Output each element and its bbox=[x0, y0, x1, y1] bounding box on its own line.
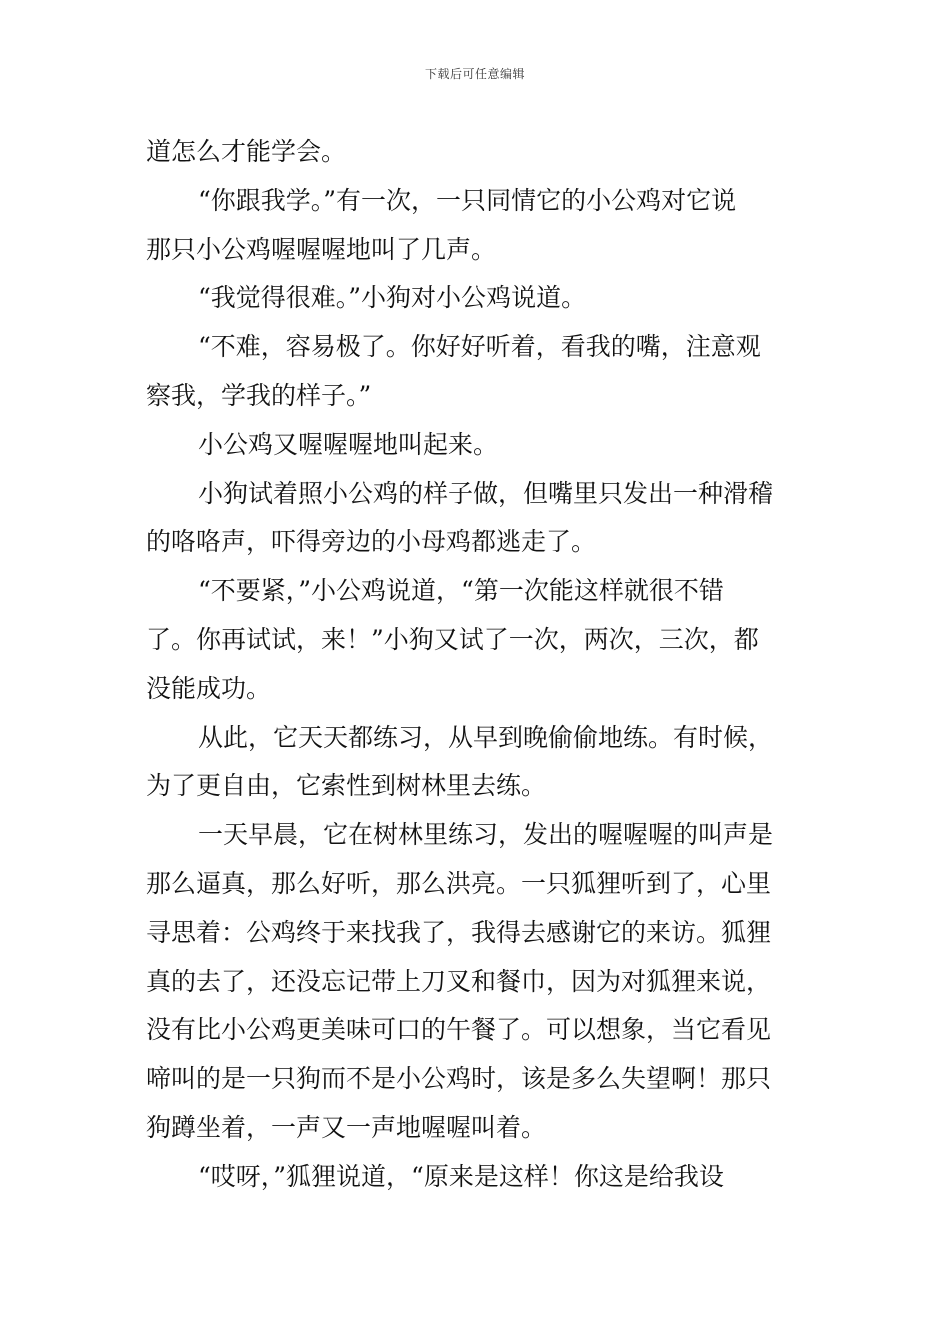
text-line: “我觉得很难。”小狗对小公鸡说道。 bbox=[198, 283, 587, 313]
text-line: “不要紧，”小公鸡说道，“第一次能这样就很不错 bbox=[198, 576, 724, 606]
text-line: 为了更自由，它索性到树林里去练。 bbox=[146, 771, 547, 801]
text-line: 啼叫的是一只狗而不是小公鸡时，该是多么失望啊！那只 bbox=[146, 1064, 772, 1094]
text-line: 没能成功。 bbox=[146, 673, 272, 703]
text-line: 那只小公鸡喔喔喔地叫了几声。 bbox=[146, 234, 497, 264]
text-line: 寻思着：公鸡终于来找我了，我得去感谢它的来访。狐狸 bbox=[146, 917, 772, 947]
text-line: “不难，容易极了。你好好听着，看我的嘴，注意观 bbox=[198, 332, 761, 362]
text-line: 那么逼真，那么好听，那么洪亮。一只狐狸听到了，心里 bbox=[146, 868, 772, 898]
text-line: 从此，它天天都练习，从早到晚偷偷地练。有时候， bbox=[198, 722, 774, 752]
body-text bbox=[146, 128, 816, 1202]
text-line: 没有比小公鸡更美味可口的午餐了。可以想象，当它看见 bbox=[146, 1015, 772, 1045]
text-line: 小公鸡又喔喔喔地叫起来。 bbox=[198, 429, 499, 459]
text-line: 的咯咯声，吓得旁边的小母鸡都逃走了。 bbox=[146, 527, 597, 557]
text-line: “你跟我学。”有一次，一只同情它的小公鸡对它说 bbox=[198, 185, 737, 215]
page-header: 下载后可任意编辑 bbox=[424, 67, 525, 81]
text-line: 察我，学我的样子。” bbox=[146, 380, 372, 410]
text-line: 小狗试着照小公鸡的样子做，但嘴里只发出一种滑稽 bbox=[198, 478, 774, 508]
text-line: 真的去了，还没忘记带上刀叉和餐巾，因为对狐狸来说， bbox=[146, 966, 772, 996]
text-line: 一天早晨，它在树林里练习，发出的喔喔喔的叫声是 bbox=[198, 820, 774, 850]
text-line: 道怎么才能学会。 bbox=[146, 137, 347, 166]
text-line: 狗蹲坐着，一声又一声地喔喔叫着。 bbox=[146, 1112, 547, 1142]
text-line: 了。你再试试，来！”小狗又试了一次，两次，三次，都 bbox=[146, 624, 759, 654]
text-line: “哎呀，”狐狸说道，“原来是这样！你这是给我设 bbox=[198, 1161, 724, 1191]
